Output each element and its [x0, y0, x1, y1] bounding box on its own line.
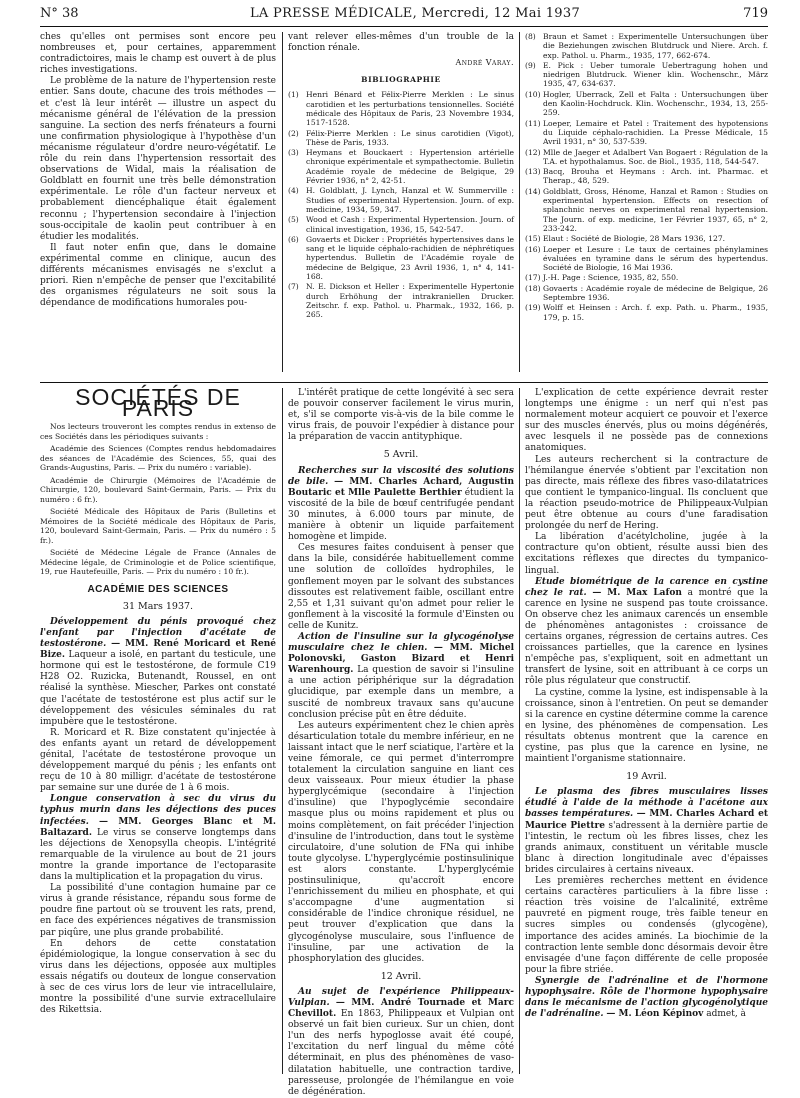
article-title: Longue conservation à sec du virus du typhus murin dans les déjections des puces infectées. [40, 794, 276, 827]
page-folio: 719 [743, 6, 768, 21]
top-right-column [525, 32, 768, 323]
reference-item [525, 119, 768, 147]
paragraph: Il faut noter enfin que, dans le domaine expérimental comme en clinique, aucun des différents mécanismes envisagés ne s'exclut a priori. Rien n'empêche de penser que l'excitabilité des organismes régulateurs ne soit sous la dépendance de modifications humorales pou- [40, 242, 276, 309]
article [40, 617, 276, 728]
reference-item [525, 245, 768, 273]
article [525, 577, 768, 688]
reference-text: Loeper, Lemaire et Patel : Traitement des hypotensions du Liquide céphalo-rachidien. La Presse Médicale, 15 Avril 1931, n° 30, 537-539. [543, 118, 768, 147]
article-authors: — MM. Charles Achard, Augustin Boutaric et Mlle Paulette Berthier [288, 476, 514, 498]
reference-text: J.-H. Page : Science, 1935, 82, 550. [543, 273, 679, 283]
reference-text: Wolff et Heinsen : Arch. f. exp. Path. u. Pharm., 1935, 179, p. 15. [543, 303, 768, 322]
paragraph: Ces mesures faites conduisent à penser que dans la bile, considérée habituellement comme une solution de colloïdes hydrophiles, le gonflement moyen par le solvant des substances dissoutes est relativement faible, oscillant entre 2,55 et 1,31 suivant qu'on admet pour relier le gonflement à la viscosité la formule d'Einsten ou celle de Kunitz. [288, 543, 514, 631]
paragraph: Le problème de la nature de l'hypertension reste entier. Sans doute, chacune des trois méthodes — et c'est là leur intérêt — illustre un aspect du mécanisme général de l'élévation de la pression sanguine. La section des nerfs frénateurs a fourni une confirmation physiologique à l'hypothèse d'un mécanisme régulateur d'ordre neuro-végétatif. Le rôle du rein dans l'hypertension ressortait des observations de Widal, mais la réalisation de Goldblatt en fournit une très belle démonstration expérimentale. Le rôle d'un facteur nerveux et probablement diencéphalique était également reconnu ; l'hypertension secondaire à l'injection sous-occipitale de kaolin peut contribuer à en étudier les modalités. [40, 76, 276, 242]
article-text: admet, à [706, 1009, 746, 1020]
reference-number: (11) [525, 118, 541, 128]
paragraph: Les premières recherches mettent en évidence certains caractères particuliers à la fibre lisse : réaction très voisine de l'alcalinité, extrême pauvreté en pigment rouge, très faible teneur en sucres simples ou condensés (glycogène), importance des acides aminés. La biochimie de la contraction lente semble donc désormais devoir être envisagée d'une façon différente de celle proposée pour la fibre striée. [525, 876, 768, 975]
reference-number: (12) [525, 147, 541, 157]
article-authors: — MM. René Moricard et René Bize. [40, 639, 276, 661]
page-number: N° 38 [40, 6, 79, 21]
reference-item [525, 234, 768, 243]
reference-number: (8) [525, 32, 536, 41]
bottom-middle-column [288, 388, 514, 1098]
reference-number: (3) [288, 148, 299, 158]
paragraph: L'intérêt pratique de cette longévité à sec sera de pouvoir conserver facilement le virus murin, et, s'il se comporte vis-à-vis de la bile comme le virus frais, de pouvoir l'expédier à distance pour la préparation de vaccin antityphique. [288, 388, 514, 443]
column-divider [282, 32, 283, 372]
article [40, 794, 276, 883]
session-date: 12 Avril. [380, 970, 422, 982]
article-authors: — MM. Charles Achard et Maurice Piettre [525, 809, 768, 831]
paragraph: ches qu'elles ont permises sont encore peu nombreuses et, pour certaines, apparemment contradictoires, mais le champ est ouvert à de plus riches investigations. [40, 32, 276, 76]
reference-item [525, 61, 768, 89]
intro-paragraph: Société Médicale des Hôpitaux de Paris (Bulletins et Mémoires de la Société médicale des Hôpitaux de Paris, 120, boulevard Saint-Germain, Paris. — Prix du numéro : 5 fr.). [40, 507, 276, 545]
reference-number: (19) [525, 303, 541, 313]
reference-text: Heymans et Bouckaert : Hypertension artérielle chronique expérimentale et sympathectomie. Bulletin Académie royale de médecine de Belgique, 29 Février 1936, n° 2, 42-51. [306, 148, 514, 186]
reference-item [525, 90, 768, 118]
bottom-left-column [40, 384, 276, 1016]
reference-text: N. E. Dickson et Heller : Experimentelle Hypertonie durch Erhöhung der intrakraniellen Drucker. Zeitschr. f. exp. Pathol. u. Pharmak., 1932, 166, p. 265. [306, 282, 514, 320]
paragraph: R. Moricard et R. Bize constatent qu'injectée à des enfants ayant un retard de développement génital, l'acétate de testostérone provoque un développement marqué du pénis ; les enfants ont reçu de 10 à 80 milligr. d'acétate de testostérone par semaine sur une durée de 1 à 6 mois. [40, 727, 276, 794]
paragraph: La cystine, comme la lysine, est indispensable à la croissance, sinon à l'entretien. On peut se demander si la carence en cystine détermine comme la carence en lysine, des phénomènes de compensation. Les résultats obtenus montrent que la carence en cystine, pas plus que la carence en lysine, ne maintient l'organisme stationnaire. [525, 687, 768, 765]
reference-text: Govaerts : Académie royale de médecine de Belgique, 26 Septembre 1936. [543, 283, 768, 303]
reference-number: (2) [288, 128, 299, 138]
reference-item [525, 32, 768, 60]
reference-text: E. Pick : Ueber tumorale Uebertragung hohen und niedrigen Blutdruck. Wiener klin. Wochenschr., März 1935, 47, 634-637. [543, 60, 768, 89]
article [288, 632, 514, 721]
reference-item [288, 148, 514, 185]
reference-item [288, 215, 514, 234]
reference-text: Loeper et Lesure : Le taux de certaines phénylamines évaluées en tyramine dans le sérum des hypertendus. Société de Biologie, 16 Mai 1936. [543, 244, 768, 273]
reference-item [288, 129, 514, 148]
article-title: Recherches sur la viscosité des solutions de bile. [288, 465, 514, 487]
article-authors: — M. Max Lafon [592, 587, 682, 598]
article [525, 976, 768, 1020]
reference-item [525, 303, 768, 322]
article-authors: — MM. Georges Blanc et M. Baltazard. [40, 816, 276, 838]
intro-paragraph: Nos lecteurs trouveront les comptes rendus in extenso de ces Sociétés dans les périodiques suivants : [40, 422, 276, 441]
bottom-right-column [525, 388, 768, 1020]
reference-item [288, 235, 514, 281]
reference-item [525, 148, 768, 167]
top-middle-column [288, 32, 514, 321]
reference-text: Mlle de Jaeger et Adalbert Van Bogaert : Régulation de la T.A. et hypothalamus. Soc. de Biol., 1935, 118, 544-547. [543, 147, 768, 166]
reference-item [525, 284, 768, 303]
reference-text: Hogler, Uberrack, Zell et Falta : Untersuchungen über den Kaolin-Hochdruck. Klin. Wochenschr., 1934, 13, 255-259. [543, 89, 768, 118]
reference-item [525, 167, 768, 186]
page-header [40, 4, 768, 24]
article-title: Le plasma des fibres musculaires lisses étudié à l'aide de la méthode à l'acétone aux basses températures. [525, 787, 768, 820]
article [525, 787, 768, 876]
reference-number: (15) [525, 234, 541, 244]
intro-paragraph: Académie de Chirurgie (Mémoires de l'Académie de Chirurgie, 120, boulevard Saint-Germain, Paris. — Prix du numéro : 6 fr.). [40, 475, 276, 504]
column-divider [519, 388, 520, 1074]
societies-intro [40, 422, 276, 577]
article-title: Au sujet de l'expérience Philippeaux-Vulpian. [288, 986, 514, 1008]
article-text: s'adressent à la dernière partie de l'intestin, le rectum où les fibres lisses, chez les grands animaux, constituent un véritable muscle blanc à direction longitudinale avec d'épaisses brides circulaires à certains niveaux. [525, 820, 768, 875]
paragraph: Les auteurs expérimentent chez le chien après désarticulation totale du membre inférieur, en ne laissant intact que le nerf sciatique, l'artère et la veine fémorale, ce qui permet d'interrompre totalement la circulation sanguine en liant ces deux vaisseaux. Pour mieux étudier la phase hyperglycémique (secondaire à l'injection d'insuline) que l'hypoglycémie secondaire masque plus ou moins rapidement et plus ou moins complètement, on fait précéder l'injection d'insuline de l'introduction, dans tout le système circulatoire, d'une solution de FNa qui inhibe toute glycolyse. L'hyperglycémie postinsulinique est alors constante. L'hyperglycémie postinsulinique, qu'accroît encore l'enrichissement du milieu en phosphate, et qui s'accompagne d'une augmentation si considérable de l'indice chronique résiduel, ne peut trouver d'explication que dans la glycogénolyse musculaire, sous l'influence de l'insuline, par une activation de la phosphorylation des glucides. [288, 720, 514, 964]
reference-text: Bacq, Brouha et Heymans : Arch. int. Pharmac. et Therap., 48, 529. [543, 167, 768, 186]
reference-number: (6) [288, 234, 299, 244]
session-date: 31 Mars 1937. [122, 600, 194, 612]
top-left-column [40, 32, 276, 309]
reference-number: (7) [288, 282, 299, 292]
academy-heading: ACADÉMIE DES SCIENCES [87, 583, 229, 595]
section-title: SOCIÉTÉS DE PARIS [75, 384, 241, 422]
column-divider [519, 32, 520, 372]
reference-number: (14) [525, 186, 541, 196]
article-text: Le virus se conserve longtemps dans les déjections de Xenopsylla cheopis. L'intégrité remarquable de la virulence au bout de 21 jours montre la grande importance de l'ectoparasite dans la multiplication et la propagation du virus. [40, 827, 276, 883]
article-authors: — MM. Michel Polonovski, Gaston Bizard et Henri Warenhourg. [288, 643, 514, 676]
article-title: Etude biométrique de la carence en cystine chez le rat. [525, 576, 768, 598]
article-text: La question de savoir si l'insuline a une action périphérique sur la dégradation glucidique, par exemple dans un membre, a suscité de nombreux travaux sans qu'aucune conclusion précise pût en être déduite. [288, 665, 514, 720]
reference-number: (4) [288, 186, 299, 196]
reference-number: (16) [525, 244, 541, 254]
reference-item [288, 90, 514, 127]
reference-text: Elaut : Société de Biologie, 28 Mars 1936, 127. [543, 234, 726, 244]
article [288, 987, 514, 1098]
reference-text: Braun et Samet : Experimentelle Untersuchungen über die Beziehungen zwischen Blutdruck und Niere. Arch. f. exp. Pathol. u. Pharm., 1935, 177, 662-674. [543, 32, 768, 60]
reference-item [288, 282, 514, 319]
reference-number: (10) [525, 89, 541, 99]
paragraph: vant relever elles-mêmes d'un trouble de la fonction rénale. [288, 32, 514, 54]
intro-paragraph: Académie des Sciences (Comptes rendus hebdomadaires des séances de l'Académie des Sciences, 55, quai des Grands-Augustins, Paris. — Prix du numéro : variable). [40, 444, 276, 473]
reference-text: Govaerts et Dicker : Propriétés hypertensives dans le sang et le liquide céphalo-rachidien de néphrétiques hypertendus. Bulletin de l'Académie royale de médecine de Belgique, 23 Avril 1936, 1, n° 4, 141-168. [306, 234, 514, 282]
intro-paragraph: Société de Médecine Légale de France (Annales de Médecine légale, de Criminologie et de Police scientifique, 19, rue Hautefeuille, Paris. — Prix du numéro : 10 fr.). [40, 548, 276, 577]
article-text: En 1863, Philippeaux et Vulpian ont observé un fait bien curieux. Sur un chien, dont l'un des nerfs hypoglosse avait été coupé, l'excitation du nerf lingual du même côté déterminait, en plus des phénomènes de vaso-dilatation habituelle, une contraction tardive, paresseuse, prolongée de l'hémilangue en voie de dégénération. [288, 1009, 514, 1097]
reference-item [525, 187, 768, 233]
reference-text: Félix-Pierre Merklen : Le sinus carotidien (Vigot), Thèse de Paris, 1933. [306, 128, 514, 147]
reference-number: (9) [525, 60, 536, 70]
author-signature: André Varay. [455, 58, 514, 68]
reference-item [288, 186, 514, 214]
article-text: étudient la viscosité de la bile de bœuf centrifugée pendant 30 minutes, à 6.000 tours par minute, de manière à obtenir un liquide parfaitement homogène et limpide. [288, 487, 514, 543]
paragraph: En dehors de cette constatation épidémiologique, la longue conservation à sec du virus dans les déjections, opposée aux multiples essais négatifs ou douteux de longue conservation à sec de ces virus lors de leur vie intracellulaire, montre la possibilité d'une survie extracellulaire des Rikettsia. [40, 938, 276, 1016]
reference-list [288, 90, 514, 319]
article-text: Laqueur a isolé, en partant du testicule, une hormone qui est le testostérone, de formule C19 H28 O2. Ruzicka, Butenandt, Roussel, en ont réalisé la synthèse. Miescher, Parkes ont constaté que l'acétate de testostérone est plus actif sur le développement des vésicules séminales du rat impubère que le testostérone. [40, 650, 276, 727]
column-divider [282, 388, 283, 1074]
paragraph: Les auteurs recherchent si la contracture de l'hémilangue énervée s'obtient par l'excitation non pas directe, mais réflexe des fibres vaso-dilatatrices que contient le tympanico-lingual. Ils concluent que la réaction pseudo-motrice de Philippeaux-Vulpian peut être obtenue au cours d'une faradisation prolongée du nerf de Hering. [525, 454, 768, 532]
reference-text: Henri Bénard et Félix-Pierre Merklen : Le sinus carotidien et les perturbations tensionnelles. Société médicale des Hôpitaux de Paris, 23 Novembre 1934, 1517-1528. [306, 90, 514, 128]
paragraph: La libération d'acétylcholine, jugée à la contracture qu'on obtient, résulte aussi bien des excitations réflexes que directes du tympanico-lingual. [525, 532, 768, 576]
paragraph: L'explication de cette expérience devrait rester longtemps une énigme : un nerf qui n'est pas normalement moteur acquiert ce pouvoir et l'exerce sur des muscles énervés, plus ou moins dégénérés, avec lesquels il ne possède pas de connexions anatomiques. [525, 388, 768, 454]
article-authors: — M. Léon Képinov [606, 1009, 704, 1020]
reference-number: (5) [288, 215, 299, 225]
article-authors: — MM. André Tournade et Marc Chevillot. [288, 997, 514, 1020]
article-title: Synergie de l'adrénaline et de l'hormone hypophysaire. Rôle de l'hormone hypophysaire dans le mécanisme de l'action glycogénolytique de l'adrénaline. [525, 975, 768, 1020]
section-rule [40, 382, 768, 383]
bibliography-heading: BIBLIOGRAPHIE [361, 75, 441, 85]
reference-number: (17) [525, 273, 541, 283]
header-rule [40, 26, 768, 27]
session-date: 5 Avril. [383, 449, 419, 461]
reference-item [525, 273, 768, 282]
reference-list [525, 32, 768, 322]
reference-text: Goldblatt, Gross, Hénome, Hanzal et Ramon : Studies on experimental hypertension. Effects on resection of splanchnic nerves on experimental renal hypertension. The Journ. of exp. medicine, 1er Février 1937, 65, n° 2, 233-242. [543, 186, 768, 233]
reference-text: H. Goldblatt, J. Lynch, Hanzal et W. Summerville : Studies of experimental Hypertension. Journ. of exp. medicine, 1934, 59, 347. [306, 186, 514, 214]
reference-number: (1) [288, 90, 299, 100]
article-text: a montré que la carence en lysine ne suspend pas toute croissance. On observe chez les animaux carencés un ensemble de phénomènes antagonistes : croissance de certains organes, régression de certains autres. Ces croissances partielles, que la carence en lysines n'empêche pas, s'expliquent, soit en admettant un transfert de lysine, soit en attribuant à ce corps un rôle plus régulateur que constructif. [525, 587, 768, 687]
paragraph: La possibilité d'une contagion humaine par ce virus à grande résistance, répandu sous forme de poudre fine partout où se trouvent les rats, prend, en face des expériences négatives de transmission par piqûre, une plus grande probabilité. [40, 883, 276, 938]
article-title: Action de l'insuline sur la glycogénolyse musculaire chez le chien. [288, 631, 514, 654]
article-title: Développement du pénis provoqué chez l'enfant par l'injection d'acétate de testostérone. [40, 616, 276, 650]
journal-title: LA PRESSE MÉDICALE, Mercredi, 12 Mai 1937 [249, 6, 581, 21]
reference-number: (13) [525, 167, 541, 177]
article [288, 466, 514, 544]
reference-number: (18) [525, 283, 541, 293]
session-date: 19 Avril. [626, 771, 667, 783]
reference-text: Wood et Cash : Experimental Hypertension. Journ. of clinical investigation, 1936, 15, 542-547. [306, 215, 514, 234]
